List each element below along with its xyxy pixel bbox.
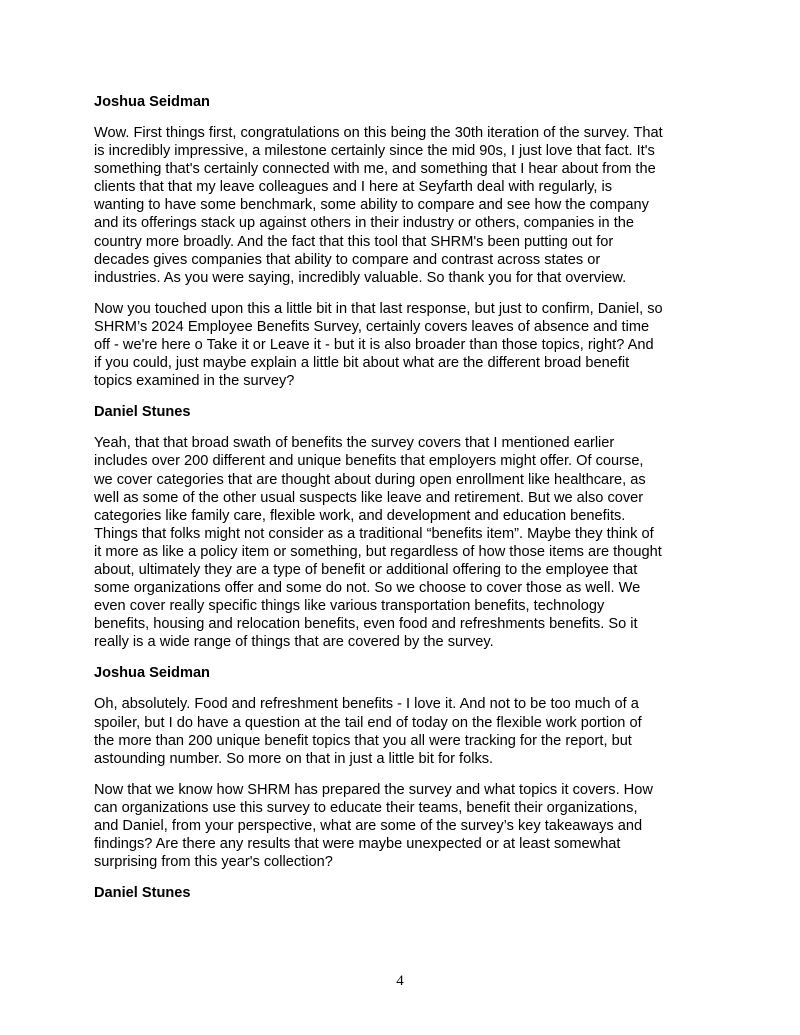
transcript-paragraph: Wow. First things first, congratulations on this being the 30th iteration of the survey. That is incredibly impressive, a milestone certainly since the mid 90s, I just love that fact. It's something that's certainly connected with me, and something that I hear about from the clients that that my leave colleagues and I here at Seyfarth deal with regularly, is wanting to have some benchmark, some ability to compare and see how the company and its offerings stack up against others in their industry or others, companies in the country more broadly. And the fact that this tool that SHRM's been putting out for decades gives companies that ability to compare and contrast across states or industries. As you were saying, incredibly valuable. So thank you for that overview. bbox=[94, 125, 663, 286]
speaker-name: Joshua Seidman bbox=[94, 94, 210, 110]
page-number: 4 bbox=[396, 973, 404, 989]
speaker-name: Daniel Stunes bbox=[94, 885, 191, 902]
speaker-name: Joshua Seidman bbox=[94, 665, 210, 682]
transcript-paragraph: Oh, absolutely. Food and refreshment benefits - I love it. And not to be too much of a spoiler, but I do have a question at the tail end of today on the flexible work portion of the more than 200 unique benefit topics that you all were tracking for the report, but astounding number. So more on that in just a little bit for folks. bbox=[94, 696, 642, 767]
transcript-body bbox=[94, 93, 712, 915]
transcript-paragraph: Now you touched upon this a little bit in that last response, but just to confirm, Daniel, so SHRM’s 2024 Employee Benefits Survey, certainly covers leaves of absence and time off - we're here o Take it or Leave it - but it is also broader than those topics, right? And if you could, just maybe explain a little bit about what are the different broad benefit topics examined in the survey? bbox=[94, 300, 663, 390]
speaker-name: Daniel Stunes bbox=[94, 404, 191, 421]
transcript-paragraph: Yeah, that that broad swath of benefits the survey covers that I mentioned earlier includes over 200 different and unique benefits that employers might offer. Of course, we cover categories that are thought about during open enrollment like healthcare, as well as some of the other usual suspects like leave and retirement. But we also cover categories like family care, flexible work, and development and education benefits. Things that folks might not consider as a traditional “benefits item”. Maybe they think of it more as like a policy item or something, but regardless of how those items are thought about, ultimately they are a type of benefit or additional offering to the employee that some organizations offer and some do not. So we choose to cover those as well. We even cover really specific things like various transportation benefits, technology benefits, housing and relocation benefits, even food and refreshments benefits. So it really is a wide range of things that are covered by the survey. bbox=[94, 435, 662, 651]
transcript-paragraph: Now that we know how SHRM has prepared the survey and what topics it covers. How can organizations use this survey to educate their teams, benefit their organizations, and Daniel, from your perspective, what are some of the survey’s key takeaways and findings? Are there any results that were maybe unexpected or at least somewhat surprising from this year's collection? bbox=[94, 781, 653, 871]
